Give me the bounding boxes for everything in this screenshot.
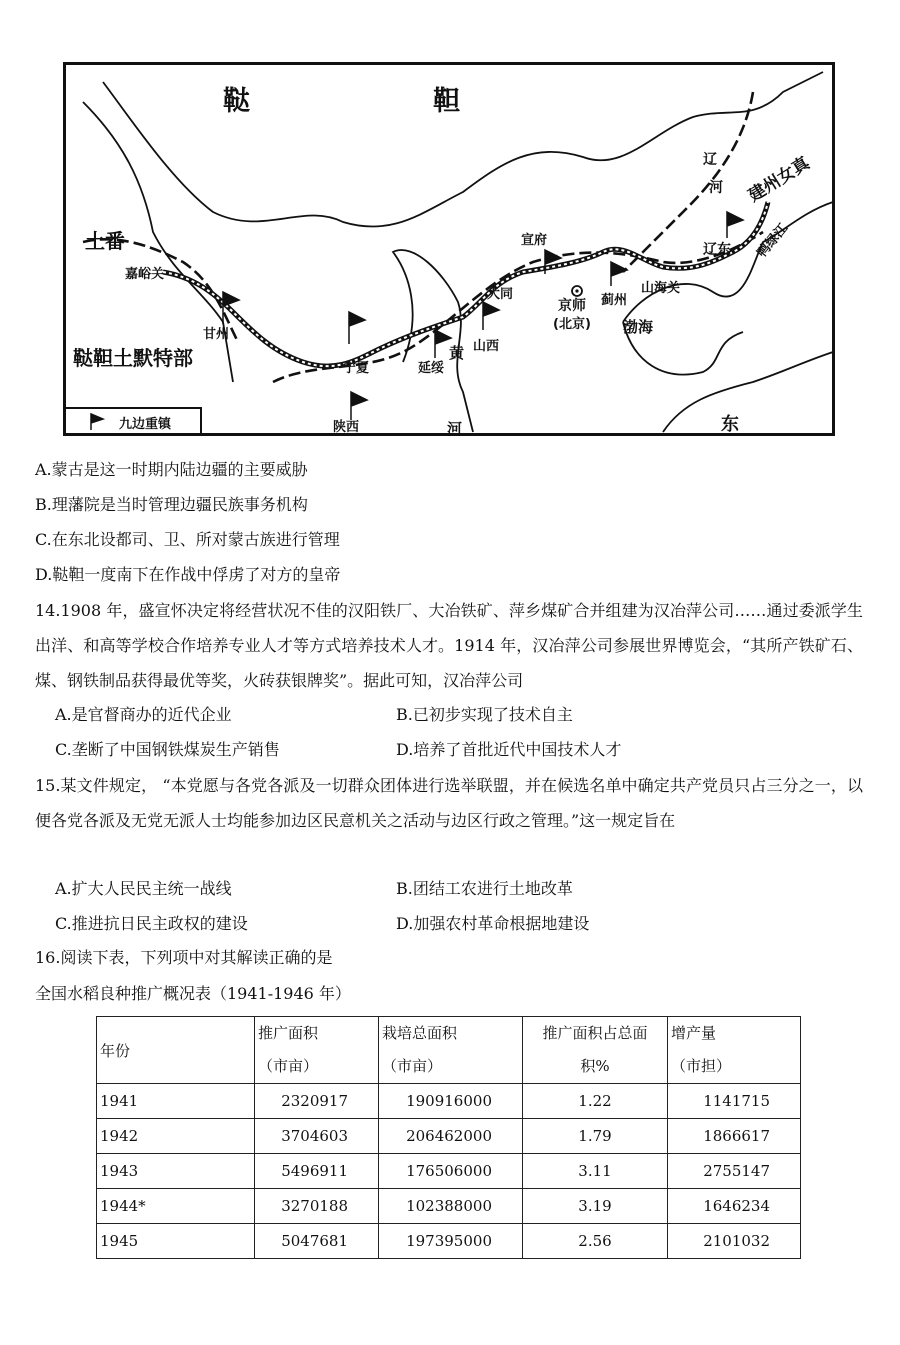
q13-option-d: D.鞑靼一度南下在作战中俘虏了对方的皇帝 [35,565,341,584]
map-label-huang: 黄 [449,344,465,362]
map-label-yansui: 延绥 [418,361,445,376]
q16-table-title: 全国水稻良种推广概况表（1941-1946 年） [35,984,351,1003]
header-year: 年份 [97,1017,255,1084]
cell-total: 102388000 [379,1189,523,1224]
ming-nine-garrisons-map [63,62,835,436]
map-label-tatar-2: 靼 [433,86,460,117]
cell-year: 1942 [97,1119,255,1154]
table-row [97,1224,801,1259]
header-increase [668,1017,801,1084]
q15-option-d: D.加强农村革命根据地建设 [396,914,590,933]
map-label-liao: 辽 [703,152,717,168]
map-label-tatar-tumote: 鞑靼土默特部 [73,346,193,370]
cell-ratio: 3.11 [523,1154,668,1189]
table-row [97,1154,801,1189]
table-header-row [97,1017,801,1084]
cell-ratio: 2.56 [523,1224,668,1259]
cell-increase: 1646234 [668,1189,801,1224]
header-ratio-line1: 推广面积占总面 [542,1024,648,1042]
map-label-datong: 大同 [487,287,514,302]
map-label-jingshi: 京师 [558,298,586,314]
q16-stem: 16.阅读下表，下列项中对其解读正确的是 [35,948,333,967]
q14-option-c: C.垄断了中国钢铁煤炭生产销售 [55,740,280,759]
header-area-line1: 推广面积 [258,1024,319,1042]
map-label-ganzhou: 甘州 [203,327,230,342]
table-row [97,1189,801,1224]
cell-ratio: 3.19 [523,1189,668,1224]
q15-option-c: C.推进抗日民主政权的建设 [55,914,248,933]
header-increase-line1: 增产量 [671,1024,717,1042]
cell-total: 197395000 [379,1224,523,1259]
cell-area: 5496911 [255,1154,379,1189]
map-label-shanhaiguan: 山海关 [641,281,681,296]
map-legend-label: 九边重镇 [119,417,172,432]
cell-total: 206462000 [379,1119,523,1154]
cell-area: 5047681 [255,1224,379,1259]
map-label-yalujiang: 鸭绿江 [754,221,792,261]
cell-area: 3704603 [255,1119,379,1154]
cell-year: 1944* [97,1189,255,1224]
map-label-beijing: (北京) [553,317,591,332]
cell-year: 1941 [97,1084,255,1119]
rice-seed-table [96,1016,801,1259]
cell-year: 1945 [97,1224,255,1259]
header-total-line2: （市亩） [382,1057,443,1075]
header-ratio [523,1017,668,1084]
map-label-ningxia: 宁夏 [343,361,370,376]
header-ratio-line2: 积% [580,1057,610,1075]
header-increase-line2: （市担） [671,1057,732,1075]
map-label-tatar: 鞑 [223,86,250,117]
map-label-dong: 东 [721,414,739,435]
cell-ratio: 1.22 [523,1084,668,1119]
table-row [97,1119,801,1154]
cell-total: 190916000 [379,1084,523,1119]
map-label-he: 河 [447,420,463,436]
q15-stem: 15.某文件规定， “本党愿与各党各派及一切群众团体进行选举联盟，并在候选名单中确定共产党员只占三分之一，以便各党各派及无党无派人士均能参加边区民意机关之活动与边区行政之管理。”这一规定旨在 [35,776,863,830]
map-label-shanxi: 山西 [473,339,500,354]
map-label-xuanfu: 宣府 [521,233,548,248]
table-row [97,1084,801,1119]
map-label-tubo: 土番 [85,229,125,253]
map-label-jianzhou-nvzhen: 建州女真 [745,153,814,207]
header-total [379,1017,523,1084]
map-label-bohai: 渤海 [623,318,654,336]
cell-increase: 1866617 [668,1119,801,1154]
q13-option-a: A.蒙古是这一时期内陆边疆的主要威胁 [35,460,308,479]
cell-area: 2320917 [255,1084,379,1119]
header-area-line2: （市亩） [258,1057,319,1075]
q15-option-b: B.团结工农进行土地改革 [396,879,573,898]
cell-total: 176506000 [379,1154,523,1189]
q13-option-b: B.理藩院是当时管理边疆民族事务机构 [35,495,308,514]
q14-stem: 14.1908 年，盛宣怀决定将经营状况不佳的汉阳铁厂、大冶铁矿、萍乡煤矿合并组建为汉冶萍公司……通过委派学生出洋、和高等学校合作培养专业人才等方式培养技术人才。1914 年，汉冶萍公司参展世界博览会，“其所产铁矿石、煤、钢铁制品获得最优等奖，火砖获银牌奖”。据此可知，汉冶萍公司 [35,601,863,690]
q15-option-a: A.扩大人民民主统一战线 [55,879,232,898]
map-label-shaanxi: 陕西 [333,420,360,435]
cell-increase: 2101032 [668,1224,801,1259]
cell-ratio: 1.79 [523,1119,668,1154]
map-label-jizhou: 蓟州 [601,293,628,308]
q14-option-d: D.培养了首批近代中国技术人才 [396,740,622,759]
q13-option-c: C.在东北设都司、卫、所对蒙古族进行管理 [35,530,340,549]
cell-increase: 2755147 [668,1154,801,1189]
header-total-line1: 栽培总面积 [382,1024,458,1042]
q14-option-b: B.已初步实现了技术自主 [396,705,573,724]
cell-increase: 1141715 [668,1084,801,1119]
map-label-jiayuguan: 嘉峪关 [125,267,165,282]
map-label-he-2: 河 [709,180,723,196]
header-area [255,1017,379,1084]
q14-option-a: A.是官督商办的近代企业 [55,705,232,724]
map-label-liaodong: 辽东 [703,242,731,258]
cell-area: 3270188 [255,1189,379,1224]
cell-year: 1943 [97,1154,255,1189]
